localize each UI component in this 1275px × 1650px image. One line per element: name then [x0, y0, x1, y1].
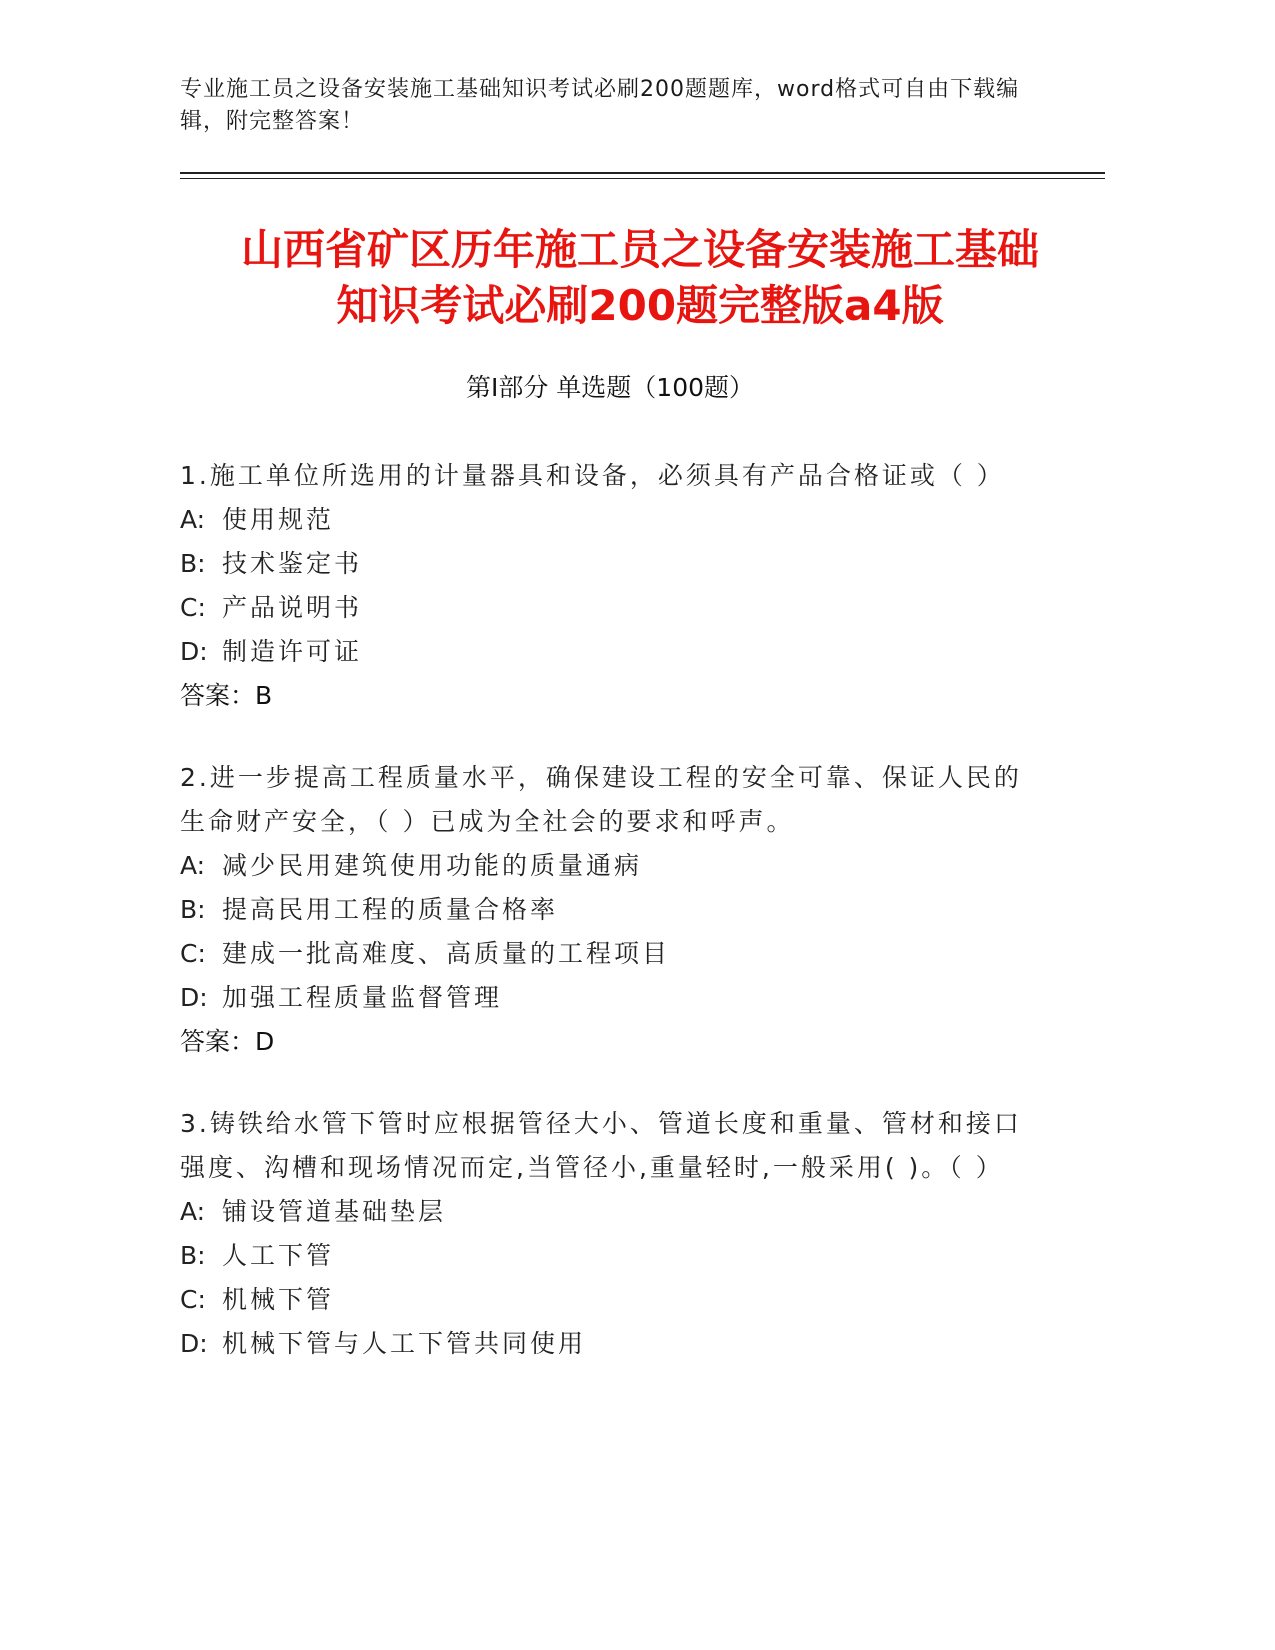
option-letter: D: [180, 637, 208, 666]
option-letter: A: [180, 1197, 206, 1226]
question-stem: 2.进一步提高工程质量水平，确保建设工程的安全可靠、保证人民的生命财产安全，（ ）已成为全社会的要求和呼声。 [180, 763, 1022, 836]
option-text: 提高民用工程的质量合格率 [222, 895, 559, 924]
question-stem: 3.铸铁给水管下管时应根据管径大小、管道长度和重量、管材和接口强度、沟槽和现场情况而定,当管径小,重量轻时,一般采用( )。（ ） [180, 1109, 1022, 1182]
option-text: 加强工程质量监督管理 [222, 983, 503, 1012]
option-text: 铺设管道基础垫层 [222, 1197, 447, 1226]
option-a [180, 1190, 1040, 1234]
option-text: 建成一批高难度、高质量的工程项目 [222, 939, 671, 968]
header-note: 专业施工员之设备安装施工基础知识考试必刷200题题库，word格式可自由下载编辑，附完整答案！ [180, 77, 1020, 134]
option-letter: C: [180, 593, 206, 622]
option-d [180, 630, 1040, 674]
header-divider-thin [180, 178, 1105, 179]
option-b [180, 542, 1040, 586]
option-text: 制造许可证 [222, 637, 363, 666]
option-letter: C: [180, 1285, 206, 1314]
question-3 [180, 1102, 1040, 1366]
option-text: 减少民用建筑使用功能的质量通病 [222, 851, 643, 880]
section-title: 第Ⅰ部分 单选题（100题） [465, 373, 755, 402]
document-title [160, 222, 1120, 334]
document-title-line-1: 山西省矿区历年施工员之设备安装施工基础 [240, 225, 1039, 274]
option-c [180, 1278, 1040, 1322]
option-letter: D: [180, 983, 208, 1012]
option-text: 使用规范 [222, 505, 335, 534]
option-letter: C: [180, 939, 206, 968]
option-c [180, 586, 1040, 630]
option-letter: A: [180, 505, 206, 534]
question-stem: 1.施工单位所选用的计量器具和设备，必须具有产品合格证或（ ） [180, 461, 1005, 490]
option-letter: B: [180, 1241, 206, 1270]
option-b [180, 1234, 1040, 1278]
option-a [180, 498, 1040, 542]
header-divider-thick [180, 172, 1105, 174]
option-text: 人工下管 [222, 1241, 335, 1270]
option-text: 产品说明书 [222, 593, 363, 622]
option-d [180, 976, 1040, 1020]
question-2 [180, 756, 1040, 1064]
option-c [180, 932, 1040, 976]
option-letter: D: [180, 1329, 208, 1358]
option-text: 机械下管与人工下管共同使用 [222, 1329, 587, 1358]
document-title-line-2: 知识考试必刷200题完整版a4版 [336, 281, 944, 330]
option-b [180, 888, 1040, 932]
option-a [180, 844, 1040, 888]
answer: 答案：B [180, 681, 273, 710]
option-letter: B: [180, 549, 206, 578]
option-d [180, 1322, 1040, 1366]
answer: 答案：D [180, 1027, 275, 1056]
option-letter: B: [180, 895, 206, 924]
question-1 [180, 454, 1040, 718]
option-text: 技术鉴定书 [222, 549, 363, 578]
question-list [180, 454, 1040, 1404]
option-letter: A: [180, 851, 206, 880]
option-text: 机械下管 [222, 1285, 335, 1314]
